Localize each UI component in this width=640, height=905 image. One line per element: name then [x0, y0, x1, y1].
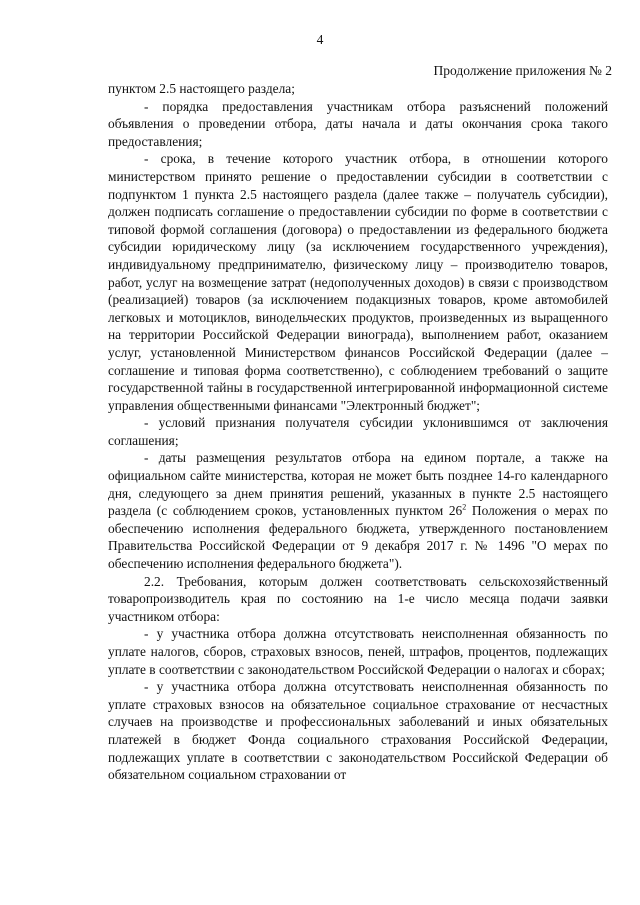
- superscript-index: 2: [462, 502, 467, 512]
- paragraph-results-publication: [108, 449, 608, 572]
- paragraph-agreement-term: - срока, в течение которого участник отбора, в отношении которого министерством принято решение о предоставлении субсидии в соответствии с подпунктом 1 пункта 2.5 настоящего раздела (далее также – получатель субсидии), должен подписать соглашение о предоставлении субсидии по форме в соответствии с типовой формой соглашения (договора) о предоставлении из федерального бюджета субсидии юридическому лицу (за исключением государственного учреждения), индивидуальному предпринимателю, физическому лицу – производителю товаров, работ, услуг на возмещение затрат (недополученных доходов) в связи с производством (реализацией) товаров (за исключением подакцизных товаров, кроме автомобилей легковых и мотоциклов, винодельческих продуктов, произведенных из выращенного на территории Российской Федерации винограда), выполнением работ, оказанием услуг, установленной Министерством финансов Российской Федерации (далее – соглашение и типовая форма соответственно), с соблюдением требований о защите государственной тайны в государственной интегрированной информационной системе управления общественными финансами "Электронный бюджет";: [108, 151, 608, 413]
- paragraph-requirements-2-2: 2.2. Требования, которым должен соответствовать сельскохозяйственный товаропроизводитель края по состоянию на 1-е число месяца подачи заявки участником отбора:: [108, 573, 608, 624]
- document-body: [108, 80, 608, 784]
- paragraph-results-text-b: Положения о мерах по обеспечению исполнения федерального бюджета, утвержденного постановлением Правительства Российской Федерации от 9 декабря 2017 г. № 1496 "О мерах по обеспечению исполнения федерального бюджета").: [108, 503, 608, 572]
- page-number: 4: [316, 32, 324, 47]
- paragraph-continuation: пунктом 2.5 настоящего раздела;: [108, 81, 295, 96]
- running-header: Продолжение приложения № 2: [433, 63, 612, 78]
- paragraph-results-text-a: - даты размещения результатов отбора на едином портале, а также на официальном сайте министерства, которая не может быть позднее 14-го календарного дня, следующего за днем принятия решений, указанных в пункте 2.5 настоящего раздела (с соблюдением сроков, установленных пунктом 26: [108, 450, 608, 519]
- paragraph-tax-obligation: - у участника отбора должна отсутствовать неисполненная обязанность по уплате налогов, сборов, страховых взносов, пеней, штрафов, процентов, подлежащих уплате в соответствии с законодательством Российской Федерации о налогах и сборах;: [108, 626, 608, 677]
- paragraph-evasion-conditions: - условий признания получателя субсидии уклонившимся от заключения соглашения;: [108, 415, 608, 448]
- paragraph-clarification-procedure: - порядка предоставления участникам отбора разъяснений положений объявления о проведении отбора, даты начала и даты окончания срока такого предоставления;: [108, 98, 608, 149]
- paragraph-insurance-obligation: - у участника отбора должна отсутствовать неисполненная обязанность по уплате страховых взносов на обязательное социальное страхование от несчастных случаев на производстве и профессиональных заболеваний и иных обязательных платежей в бюджет Фонда социального страхования Российской Федерации, подлежащих уплате в соответствии с законодательством Российской Федерации об обязательном социальном страховании от: [108, 679, 608, 783]
